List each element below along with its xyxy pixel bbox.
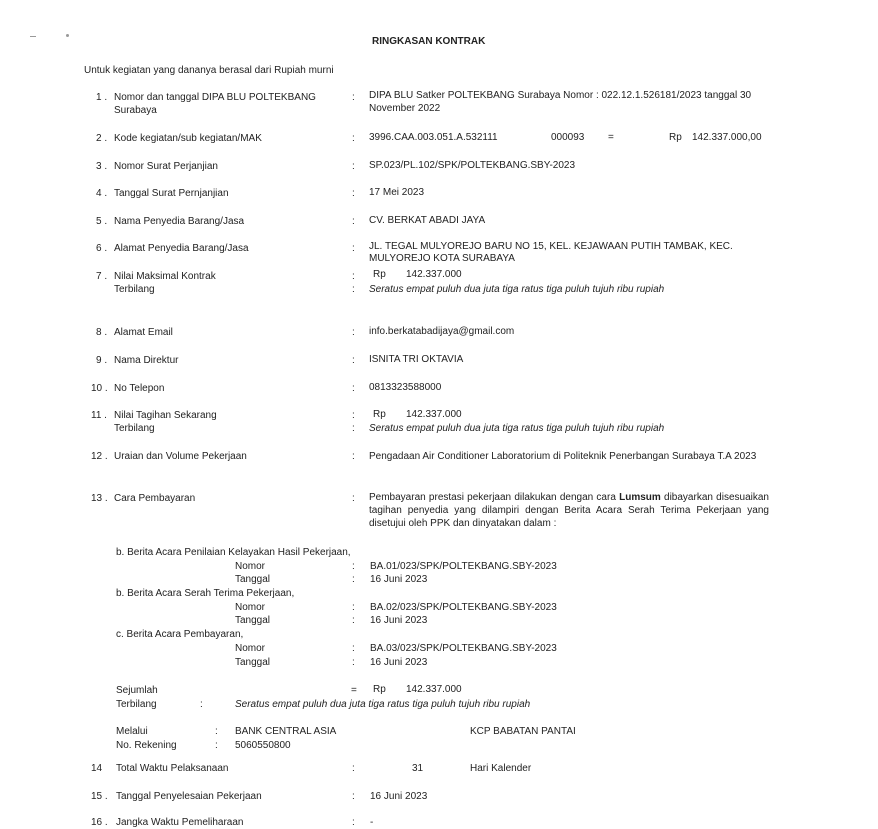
item-3-colon: :: [352, 161, 355, 172]
item-11-amount: 142.337.000: [406, 409, 462, 420]
item-5-label: Nama Penyedia Barang/Jasa: [114, 216, 245, 227]
item-12-value: Pengadaan Air Conditioner Laboratorium di Politeknik Penerbangan Surabaya T.A 2023: [369, 451, 757, 462]
item-12-label: Uraian dan Volume Pekerjaan: [114, 451, 247, 462]
item-15-colon: :: [352, 791, 355, 802]
sejumlah-terbilang-label: Terbilang: [116, 699, 157, 710]
item-5-value: CV. BERKAT ABADI JAYA: [369, 215, 486, 226]
ba-serah-terima-tanggal-colon: :: [352, 615, 355, 626]
sejumlah-label: Sejumlah: [116, 685, 158, 696]
ba-penilaian-tanggal-colon: :: [352, 574, 355, 585]
item-3-label: Nomor Surat Perjanjian: [114, 161, 218, 172]
item-2-number: 2 .: [96, 133, 108, 144]
item-13-number: 13 .: [91, 493, 108, 504]
item-16-value: -: [370, 817, 374, 828]
item-5-colon: :: [352, 216, 355, 227]
item-13-label: Cara Pembayaran: [114, 493, 196, 504]
item-7-rp: Rp: [373, 269, 386, 280]
item-11-colon: :: [352, 410, 355, 421]
ba-penilaian-nomor-label: Nomor: [235, 561, 266, 572]
sejumlah-equals: =: [351, 685, 357, 696]
item-2-label: Kode kegiatan/sub kegiatan/MAK: [114, 133, 262, 144]
item-14-unit: Hari Kalender: [470, 763, 532, 774]
bank-melalui-label: Melalui: [116, 726, 148, 737]
ba-serah-terima-tanggal-label: Tanggal: [235, 615, 271, 626]
item-10-colon: :: [352, 383, 355, 394]
bank-rekening-label: No. Rekening: [116, 740, 177, 751]
item-3-value: SP.023/PL.102/SPK/POLTEKBANG.SBY-2023: [369, 160, 576, 171]
item-8-number: 8 .: [96, 327, 108, 338]
item-2-sub: 000093: [551, 132, 585, 143]
ba-penilaian-nomor-colon: :: [352, 561, 355, 572]
item-6-number: 6 .: [96, 243, 108, 254]
ba-serah-terima-heading: b. Berita Acara Serah Terima Pekerjaan,: [116, 588, 295, 599]
ba-serah-terima-nomor: BA.02/023/SPK/POLTEKBANG.SBY-2023: [370, 602, 557, 613]
item-7-colon: :: [352, 271, 355, 282]
sejumlah-words: Seratus empat puluh dua juta tiga ratus tiga puluh tujuh ribu rupiah: [235, 699, 531, 710]
item-4-colon: :: [352, 188, 355, 199]
item-10-number: 10 .: [91, 383, 108, 394]
item-11-number: 11 .: [91, 410, 107, 421]
item-15-value: 16 Juni 2023: [370, 791, 428, 802]
bank-name: BANK CENTRAL ASIA: [235, 726, 337, 737]
item-15-number: 15 .: [91, 791, 108, 802]
item-1-colon: :: [352, 92, 355, 103]
item-8-label: Alamat Email: [114, 327, 173, 338]
item-1-label: Nomor dan tanggal DIPA BLU POLTEKBANG Surabaya: [114, 92, 316, 116]
item-11-terbilang-label: Terbilang: [114, 423, 155, 434]
item-2-colon: :: [352, 133, 355, 144]
item-7-number: 7 .: [96, 271, 108, 282]
bank-rekening: 5060550800: [235, 740, 291, 751]
sejumlah-terbilang-colon: :: [200, 699, 203, 710]
ba-pembayaran-nomor-label: Nomor: [235, 643, 266, 654]
item-9-number: 9 .: [96, 355, 108, 366]
ba-pembayaran-tanggal-colon: :: [352, 657, 355, 668]
item-7-amount: 142.337.000: [406, 269, 462, 280]
ba-pembayaran-tanggal: 16 Juni 2023: [370, 657, 428, 668]
ba-pembayaran-nomor: BA.03/023/SPK/POLTEKBANG.SBY-2023: [370, 643, 557, 654]
payment-text-start: Pembayaran prestasi pekerjaan dilakukan dengan cara: [369, 492, 620, 503]
item-9-value: ISNITA TRI OKTAVIA: [369, 354, 464, 365]
bank-melalui-colon: :: [215, 726, 218, 737]
bank-rekening-colon: :: [215, 740, 218, 751]
item-1-value: DIPA BLU Satker POLTEKBANG Surabaya Nomor : 022.12.1.526181/2023 tanggal 30 November 2022: [369, 90, 752, 114]
item-2-equals: =: [608, 132, 614, 143]
item-7-terbilang-colon: :: [352, 284, 355, 295]
item-15-label: Tanggal Penyelesaian Pekerjaan: [116, 791, 262, 802]
item-16-colon: :: [352, 817, 355, 828]
ba-penilaian-tanggal-label: Tanggal: [235, 574, 271, 585]
item-1-number: 1 .: [96, 92, 108, 103]
item-11-terbilang-colon: :: [352, 423, 355, 434]
item-13-payment-text: [369, 491, 769, 530]
bank-branch: KCP BABATAN PANTAI: [470, 726, 576, 737]
item-10-value: 0813323588000: [369, 382, 442, 393]
item-11-words: Seratus empat puluh dua juta tiga ratus tiga puluh tujuh ribu rupiah: [369, 423, 665, 434]
item-2-code: 3996.CAA.003.051.A.532111: [369, 132, 498, 143]
ba-penilaian-nomor: BA.01/023/SPK/POLTEKBANG.SBY-2023: [370, 561, 557, 572]
item-2-amount: 142.337.000,00: [692, 132, 762, 143]
item-12-number: 12 .: [91, 451, 108, 462]
ba-serah-terima-nomor-label: Nomor: [235, 602, 266, 613]
item-5-number: 5 .: [96, 216, 108, 227]
item-11-label: Nilai Tagihan Sekarang: [114, 410, 217, 421]
item-16-number: 16 .: [91, 817, 108, 828]
payment-text-end: dibayarkan disesuaikan tagihan penyedia yang dilampiri dengan Berita Acara Serah Terima Pekerjaan yang disetujui oleh PPK dan dinyatakan dalam :: [369, 492, 769, 529]
item-16-label: Jangka Waktu Pemeliharaan: [116, 817, 244, 828]
item-4-number: 4 .: [96, 188, 108, 199]
page-title: RINGKASAN KONTRAK: [372, 36, 486, 47]
sejumlah-amount: 142.337.000: [406, 684, 462, 695]
item-7-words: Seratus empat puluh dua juta tiga ratus tiga puluh tujuh ribu rupiah: [369, 284, 665, 295]
item-9-colon: :: [352, 355, 355, 366]
ba-pembayaran-nomor-colon: :: [352, 643, 355, 654]
item-13-colon: :: [352, 493, 355, 504]
item-3-number: 3 .: [96, 161, 108, 172]
ba-penilaian-heading: b. Berita Acara Penilaian Kelayakan Hasil Pekerjaan,: [116, 547, 351, 558]
item-4-label: Tanggal Surat Pernjanjian: [114, 188, 229, 199]
item-14-number: 14: [91, 763, 103, 774]
scan-speck: [30, 36, 36, 37]
item-8-colon: :: [352, 327, 355, 338]
item-8-value: info.berkatabadijaya@gmail.com: [369, 326, 515, 337]
item-14-value: 31: [412, 763, 424, 774]
sejumlah-rp: Rp: [373, 684, 386, 695]
ba-pembayaran-tanggal-label: Tanggal: [235, 657, 271, 668]
item-14-label: Total Waktu Pelaksanaan: [116, 763, 229, 774]
item-11-rp: Rp: [373, 409, 386, 420]
intro-text: Untuk kegiatan yang dananya berasal dari Rupiah murni: [84, 65, 334, 76]
item-2-rp: Rp: [669, 132, 682, 143]
item-6-colon: :: [352, 243, 355, 254]
item-6-label: Alamat Penyedia Barang/Jasa: [114, 243, 249, 254]
item-7-label: Nilai Maksimal Kontrak: [114, 271, 216, 282]
item-12-colon: :: [352, 451, 355, 462]
item-10-label: No Telepon: [114, 383, 165, 394]
item-14-colon: :: [352, 763, 355, 774]
ba-pembayaran-heading: c. Berita Acara Pembayaran,: [116, 629, 244, 640]
item-6-value: JL. TEGAL MULYOREJO BARU NO 15, KEL. KEJAWAAN PUTIH TAMBAK, KEC. MULYOREJO KOTA SURABAYA: [369, 241, 733, 264]
ba-serah-terima-nomor-colon: :: [352, 602, 355, 613]
payment-method-lumsum: Lumsum: [619, 492, 661, 503]
ba-serah-terima-tanggal: 16 Juni 2023: [370, 615, 428, 626]
item-4-value: 17 Mei 2023: [369, 187, 425, 198]
scan-speck: [66, 34, 69, 37]
item-9-label: Nama Direktur: [114, 355, 179, 366]
ba-penilaian-tanggal: 16 Juni 2023: [370, 574, 428, 585]
item-7-terbilang-label: Terbilang: [114, 284, 155, 295]
